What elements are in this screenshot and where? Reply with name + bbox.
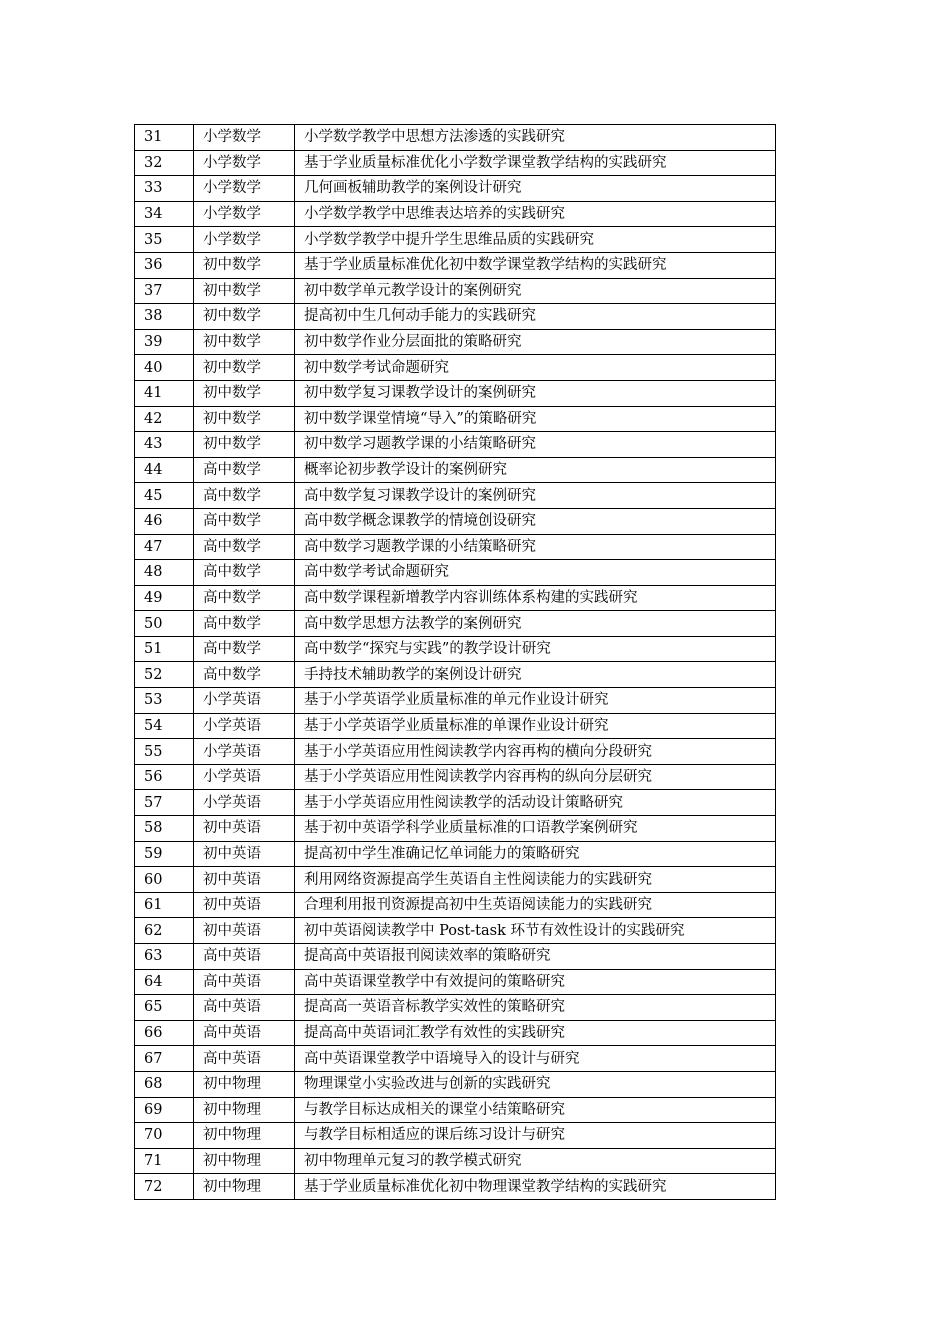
table-row <box>135 508 776 534</box>
topic-title-cell: 高中数学复习课教学设计的案例研究 <box>295 483 776 509</box>
row-number-cell: 38 <box>135 304 194 330</box>
subject-cell: 高中英语 <box>194 1020 295 1046</box>
table-row <box>135 278 776 304</box>
table-row <box>135 560 776 586</box>
subject-cell: 小学数学 <box>194 227 295 253</box>
row-number-cell: 33 <box>135 176 194 202</box>
table-row <box>135 1123 776 1149</box>
table-row <box>135 380 776 406</box>
row-number-cell: 53 <box>135 688 194 714</box>
topic-title-cell: 基于学业质量标准优化初中数学课堂教学结构的实践研究 <box>295 252 776 278</box>
subject-cell: 小学英语 <box>194 713 295 739</box>
row-number-cell: 54 <box>135 713 194 739</box>
row-number-cell: 61 <box>135 892 194 918</box>
subject-cell: 小学数学 <box>194 176 295 202</box>
table-row <box>135 483 776 509</box>
table-row <box>135 329 776 355</box>
table-row <box>135 764 776 790</box>
row-number-cell: 69 <box>135 1097 194 1123</box>
subject-cell: 小学英语 <box>194 790 295 816</box>
row-number-cell: 60 <box>135 867 194 893</box>
table-row <box>135 816 776 842</box>
subject-cell: 初中英语 <box>194 816 295 842</box>
row-number-cell: 32 <box>135 150 194 176</box>
row-number-cell: 45 <box>135 483 194 509</box>
row-number-cell: 57 <box>135 790 194 816</box>
subject-cell: 初中物理 <box>194 1071 295 1097</box>
subject-cell: 初中数学 <box>194 432 295 458</box>
table-body <box>135 125 776 1200</box>
subject-cell: 高中英语 <box>194 944 295 970</box>
table-row <box>135 1148 776 1174</box>
topic-title-cell: 高中数学习题教学课的小结策略研究 <box>295 534 776 560</box>
row-number-cell: 48 <box>135 560 194 586</box>
subject-cell: 小学英语 <box>194 764 295 790</box>
table-row <box>135 1097 776 1123</box>
topic-title-cell: 高中英语课堂教学中有效提问的策略研究 <box>295 969 776 995</box>
row-number-cell: 40 <box>135 355 194 381</box>
topic-title-cell: 物理课堂小实验改进与创新的实践研究 <box>295 1071 776 1097</box>
subject-cell: 初中英语 <box>194 841 295 867</box>
subject-cell: 初中物理 <box>194 1123 295 1149</box>
table-row <box>135 252 776 278</box>
topic-title-cell: 初中数学作业分层面批的策略研究 <box>295 329 776 355</box>
table-row <box>135 304 776 330</box>
table-row <box>135 867 776 893</box>
subject-cell: 高中数学 <box>194 508 295 534</box>
subject-cell: 初中数学 <box>194 252 295 278</box>
subject-cell: 小学数学 <box>194 150 295 176</box>
table-row <box>135 585 776 611</box>
topic-title-cell: 初中数学习题教学课的小结策略研究 <box>295 432 776 458</box>
table-row <box>135 892 776 918</box>
table-row <box>135 611 776 637</box>
table-row <box>135 944 776 970</box>
topic-title-cell: 基于小学英语应用性阅读教学内容再构的横向分段研究 <box>295 739 776 765</box>
topic-title-cell: 基于小学英语学业质量标准的单元作业设计研究 <box>295 688 776 714</box>
row-number-cell: 66 <box>135 1020 194 1046</box>
row-number-cell: 42 <box>135 406 194 432</box>
subject-cell: 初中数学 <box>194 380 295 406</box>
subject-cell: 高中数学 <box>194 560 295 586</box>
row-number-cell: 41 <box>135 380 194 406</box>
table-row <box>135 457 776 483</box>
table-row <box>135 662 776 688</box>
research-topic-table <box>134 124 776 1200</box>
row-number-cell: 65 <box>135 995 194 1021</box>
row-number-cell: 64 <box>135 969 194 995</box>
subject-cell: 初中物理 <box>194 1174 295 1200</box>
topic-title-cell: 合理利用报刊资源提高初中生英语阅读能力的实践研究 <box>295 892 776 918</box>
row-number-cell: 68 <box>135 1071 194 1097</box>
row-number-cell: 50 <box>135 611 194 637</box>
topic-title-cell: 初中英语阅读教学中 Post-task 环节有效性设计的实践研究 <box>295 918 776 944</box>
subject-cell: 小学英语 <box>194 688 295 714</box>
topic-title-cell: 与教学目标相适应的课后练习设计与研究 <box>295 1123 776 1149</box>
subject-cell: 高中数学 <box>194 457 295 483</box>
table-row <box>135 227 776 253</box>
topic-title-cell: 高中数学考试命题研究 <box>295 560 776 586</box>
table-row <box>135 841 776 867</box>
row-number-cell: 72 <box>135 1174 194 1200</box>
topic-title-cell: 提高高中英语词汇教学有效性的实践研究 <box>295 1020 776 1046</box>
subject-cell: 高中英语 <box>194 969 295 995</box>
table-row <box>135 739 776 765</box>
subject-cell: 高中英语 <box>194 995 295 1021</box>
row-number-cell: 56 <box>135 764 194 790</box>
row-number-cell: 70 <box>135 1123 194 1149</box>
subject-cell: 初中数学 <box>194 406 295 432</box>
topic-title-cell: 小学数学教学中思维表达培养的实践研究 <box>295 201 776 227</box>
table-row <box>135 918 776 944</box>
row-number-cell: 62 <box>135 918 194 944</box>
row-number-cell: 59 <box>135 841 194 867</box>
subject-cell: 高中数学 <box>194 662 295 688</box>
row-number-cell: 34 <box>135 201 194 227</box>
topic-title-cell: 初中物理单元复习的教学模式研究 <box>295 1148 776 1174</box>
subject-cell: 小学英语 <box>194 739 295 765</box>
table-row <box>135 713 776 739</box>
topic-title-cell: 高中数学概念课教学的情境创设研究 <box>295 508 776 534</box>
topic-title-cell: 高中数学课程新增教学内容训练体系构建的实践研究 <box>295 585 776 611</box>
topic-title-cell: 初中数学复习课教学设计的案例研究 <box>295 380 776 406</box>
topic-title-cell: 高中数学思想方法教学的案例研究 <box>295 611 776 637</box>
table-row <box>135 176 776 202</box>
table-row <box>135 790 776 816</box>
table-row <box>135 688 776 714</box>
row-number-cell: 71 <box>135 1148 194 1174</box>
row-number-cell: 43 <box>135 432 194 458</box>
row-number-cell: 31 <box>135 125 194 151</box>
row-number-cell: 46 <box>135 508 194 534</box>
topic-title-cell: 初中数学考试命题研究 <box>295 355 776 381</box>
topic-title-cell: 几何画板辅助教学的案例设计研究 <box>295 176 776 202</box>
topic-title-cell: 提高高中英语报刊阅读效率的策略研究 <box>295 944 776 970</box>
table-row <box>135 201 776 227</box>
subject-cell: 初中英语 <box>194 892 295 918</box>
topic-title-cell: 初中数学单元教学设计的案例研究 <box>295 278 776 304</box>
row-number-cell: 58 <box>135 816 194 842</box>
row-number-cell: 63 <box>135 944 194 970</box>
row-number-cell: 55 <box>135 739 194 765</box>
subject-cell: 初中数学 <box>194 304 295 330</box>
subject-cell: 初中数学 <box>194 278 295 304</box>
topic-title-cell: 基于小学英语应用性阅读教学的活动设计策略研究 <box>295 790 776 816</box>
row-number-cell: 37 <box>135 278 194 304</box>
row-number-cell: 39 <box>135 329 194 355</box>
subject-cell: 高中数学 <box>194 534 295 560</box>
row-number-cell: 51 <box>135 636 194 662</box>
subject-cell: 初中物理 <box>194 1148 295 1174</box>
table-row <box>135 125 776 151</box>
row-number-cell: 44 <box>135 457 194 483</box>
topic-title-cell: 与教学目标达成相关的课堂小结策略研究 <box>295 1097 776 1123</box>
row-number-cell: 35 <box>135 227 194 253</box>
table-row <box>135 995 776 1021</box>
subject-cell: 初中数学 <box>194 355 295 381</box>
subject-cell: 小学数学 <box>194 201 295 227</box>
row-number-cell: 67 <box>135 1046 194 1072</box>
topic-title-cell: 概率论初步教学设计的案例研究 <box>295 457 776 483</box>
topic-title-cell: 基于小学英语学业质量标准的单课作业设计研究 <box>295 713 776 739</box>
table-row <box>135 1174 776 1200</box>
topic-title-cell: 小学数学教学中思想方法渗透的实践研究 <box>295 125 776 151</box>
subject-cell: 高中数学 <box>194 585 295 611</box>
topic-title-cell: 高中英语课堂教学中语境导入的设计与研究 <box>295 1046 776 1072</box>
subject-cell: 高中英语 <box>194 1046 295 1072</box>
topic-title-cell: 基于学业质量标准优化初中物理课堂教学结构的实践研究 <box>295 1174 776 1200</box>
row-number-cell: 52 <box>135 662 194 688</box>
topic-title-cell: 小学数学教学中提升学生思维品质的实践研究 <box>295 227 776 253</box>
topic-title-cell: 初中数学课堂情境“导入”的策略研究 <box>295 406 776 432</box>
table-row <box>135 355 776 381</box>
table-row <box>135 432 776 458</box>
topic-title-cell: 高中数学“探究与实践”的教学设计研究 <box>295 636 776 662</box>
row-number-cell: 47 <box>135 534 194 560</box>
topic-title-cell: 提高高一英语音标教学实效性的策略研究 <box>295 995 776 1021</box>
row-number-cell: 49 <box>135 585 194 611</box>
subject-cell: 高中数学 <box>194 611 295 637</box>
table-row <box>135 534 776 560</box>
row-number-cell: 36 <box>135 252 194 278</box>
subject-cell: 高中数学 <box>194 483 295 509</box>
subject-cell: 初中物理 <box>194 1097 295 1123</box>
topic-title-cell: 手持技术辅助教学的案例设计研究 <box>295 662 776 688</box>
table-row <box>135 150 776 176</box>
table-row <box>135 1071 776 1097</box>
table-row <box>135 969 776 995</box>
table-row <box>135 406 776 432</box>
subject-cell: 初中数学 <box>194 329 295 355</box>
table-row <box>135 1046 776 1072</box>
topic-title-cell: 提高初中生几何动手能力的实践研究 <box>295 304 776 330</box>
topic-title-cell: 提高初中学生准确记忆单词能力的策略研究 <box>295 841 776 867</box>
topic-title-cell: 基于学业质量标准优化小学数学课堂教学结构的实践研究 <box>295 150 776 176</box>
table-row <box>135 636 776 662</box>
table-row <box>135 1020 776 1046</box>
subject-cell: 高中数学 <box>194 636 295 662</box>
topic-title-cell: 基于初中英语学科学业质量标准的口语教学案例研究 <box>295 816 776 842</box>
subject-cell: 初中英语 <box>194 918 295 944</box>
topic-title-cell: 基于小学英语应用性阅读教学内容再构的纵向分层研究 <box>295 764 776 790</box>
subject-cell: 初中英语 <box>194 867 295 893</box>
topic-title-cell: 利用网络资源提高学生英语自主性阅读能力的实践研究 <box>295 867 776 893</box>
subject-cell: 小学数学 <box>194 125 295 151</box>
